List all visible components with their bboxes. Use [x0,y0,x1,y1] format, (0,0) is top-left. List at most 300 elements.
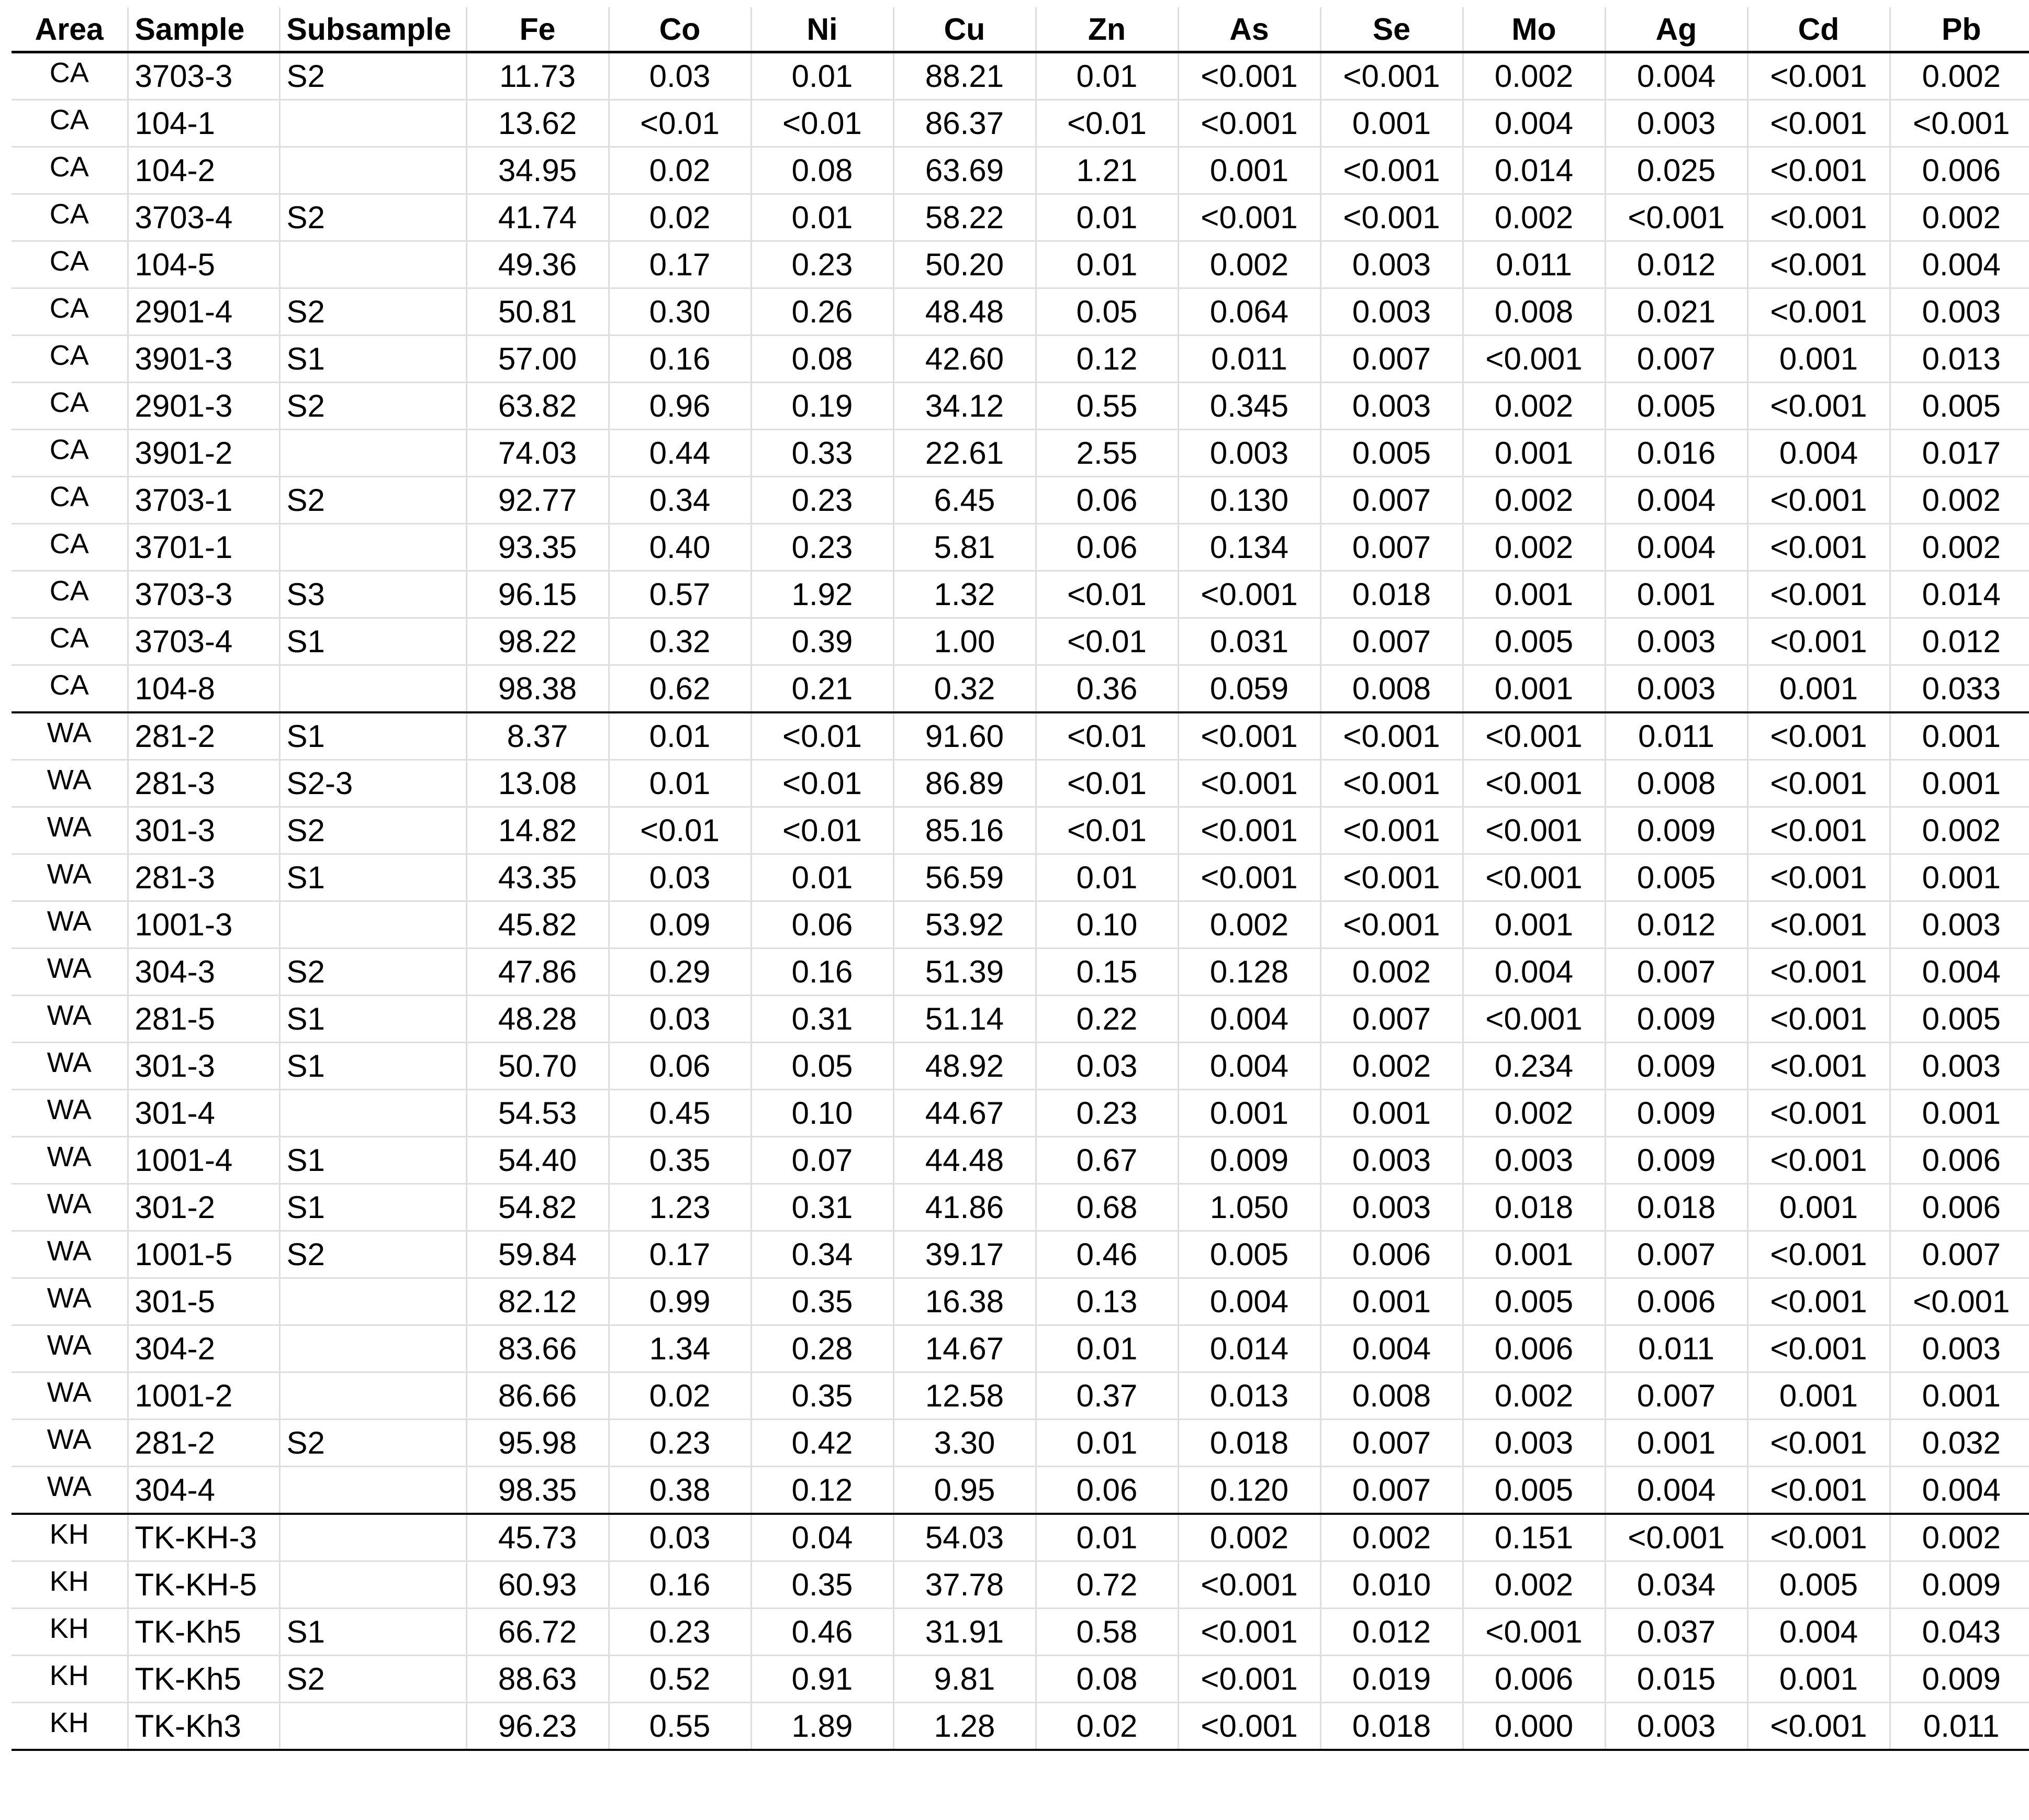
cell-fe: 54.82 [466,1184,609,1231]
cell-cd: <0.001 [1747,807,1890,854]
cell-pb: 0.002 [1890,1514,2029,1561]
table-row [12,1703,2029,1750]
cell-subsample [279,430,466,477]
cell-subsample [279,901,466,948]
cell-ag: 0.003 [1605,1703,1747,1750]
cell-sample: TK-KH-5 [128,1561,279,1609]
cell-se: 0.005 [1320,430,1463,477]
cell-fe: 66.72 [466,1609,609,1656]
cell-sample: 3703-1 [128,477,279,524]
table-row [12,1325,2029,1372]
cell-fe: 74.03 [466,430,609,477]
cell-mo: <0.001 [1463,712,1605,760]
cell-cd: <0.001 [1747,1514,1890,1561]
cell-as: 0.002 [1178,1514,1320,1561]
cell-cu: 14.67 [893,1325,1036,1372]
cell-ag: 0.003 [1605,618,1747,665]
cell-cu: 44.67 [893,1090,1036,1137]
cell-fe: 93.35 [466,524,609,571]
cell-as: <0.001 [1178,1609,1320,1656]
cell-area: WA [12,1467,128,1514]
column-header-co: Co [609,7,751,52]
cell-se: 0.008 [1320,665,1463,713]
cell-co: 0.17 [609,241,751,288]
cell-co: 0.16 [609,1561,751,1609]
cell-subsample: S1 [279,336,466,383]
cell-area: WA [12,1372,128,1420]
table-row [12,712,2029,760]
cell-area: CA [12,524,128,571]
cell-subsample: S2 [279,477,466,524]
table-row [12,1609,2029,1656]
cell-co: 0.02 [609,147,751,194]
cell-zn: <0.01 [1036,100,1178,147]
cell-ag: 0.007 [1605,1231,1747,1278]
cell-cu: 56.59 [893,854,1036,901]
cell-fe: 47.86 [466,948,609,996]
cell-sample: 304-4 [128,1467,279,1514]
cell-se: 0.010 [1320,1561,1463,1609]
cell-zn: 0.37 [1036,1372,1178,1420]
cell-ag: 0.009 [1605,1043,1747,1090]
cell-cu: 85.16 [893,807,1036,854]
cell-co: 1.34 [609,1325,751,1372]
table-row [12,1656,2029,1703]
table-row [12,430,2029,477]
cell-cu: 16.38 [893,1278,1036,1325]
column-header-cd: Cd [1747,7,1890,52]
cell-ag: 0.037 [1605,1609,1747,1656]
cell-fe: 98.35 [466,1467,609,1514]
cell-ni: 0.08 [751,147,893,194]
cell-cu: 37.78 [893,1561,1036,1609]
cell-co: 0.99 [609,1278,751,1325]
cell-se: 0.007 [1320,524,1463,571]
cell-zn: 0.01 [1036,1325,1178,1372]
cell-cu: 42.60 [893,336,1036,383]
cell-mo: 0.005 [1463,1278,1605,1325]
cell-co: 0.40 [609,524,751,571]
cell-se: 0.002 [1320,1514,1463,1561]
cell-cd: <0.001 [1747,996,1890,1043]
cell-subsample: S3 [279,571,466,618]
cell-co: 0.96 [609,383,751,430]
cell-zn: <0.01 [1036,807,1178,854]
cell-sample: 301-4 [128,1090,279,1137]
cell-as: <0.001 [1178,1703,1320,1750]
cell-as: 0.003 [1178,430,1320,477]
cell-cu: 9.81 [893,1656,1036,1703]
cell-zn: 0.46 [1036,1231,1178,1278]
cell-subsample [279,1514,466,1561]
cell-ni: <0.01 [751,100,893,147]
cell-pb: 0.001 [1890,854,2029,901]
cell-zn: <0.01 [1036,760,1178,807]
cell-ni: 0.06 [751,901,893,948]
cell-cd: <0.001 [1747,147,1890,194]
cell-pb: 0.003 [1890,901,2029,948]
cell-se: 0.003 [1320,1137,1463,1184]
cell-fe: 13.62 [466,100,609,147]
column-header-fe: Fe [466,7,609,52]
cell-se: 0.001 [1320,1090,1463,1137]
cell-se: 0.003 [1320,1184,1463,1231]
cell-pb: 0.002 [1890,524,2029,571]
cell-sample: 3703-4 [128,194,279,241]
cell-ag: 0.001 [1605,1420,1747,1467]
cell-as: 0.059 [1178,665,1320,713]
cell-subsample [279,1703,466,1750]
cell-mo: 0.001 [1463,1231,1605,1278]
cell-co: 0.35 [609,1137,751,1184]
cell-subsample: S1 [279,1043,466,1090]
cell-as: 0.018 [1178,1420,1320,1467]
cell-mo: 0.002 [1463,1561,1605,1609]
cell-se: 0.007 [1320,477,1463,524]
cell-fe: 82.12 [466,1278,609,1325]
cell-sample: 3703-4 [128,618,279,665]
table-row [12,147,2029,194]
table-row [12,996,2029,1043]
cell-zn: 0.10 [1036,901,1178,948]
table-row [12,477,2029,524]
cell-as: <0.001 [1178,854,1320,901]
cell-cu: 31.91 [893,1609,1036,1656]
cell-subsample [279,1372,466,1420]
cell-sample: 301-3 [128,1043,279,1090]
cell-fe: 98.22 [466,618,609,665]
cell-subsample: S1 [279,996,466,1043]
cell-ni: 0.16 [751,948,893,996]
cell-mo: <0.001 [1463,336,1605,383]
cell-as: 0.014 [1178,1325,1320,1372]
column-header-sample: Sample [128,7,279,52]
cell-cd: <0.001 [1747,194,1890,241]
cell-ni: 0.21 [751,665,893,713]
cell-co: 0.17 [609,1231,751,1278]
cell-ni: 0.31 [751,996,893,1043]
cell-cd: <0.001 [1747,383,1890,430]
cell-cd: <0.001 [1747,1703,1890,1750]
cell-mo: 0.002 [1463,383,1605,430]
cell-mo: 0.002 [1463,1372,1605,1420]
cell-zn: 0.55 [1036,383,1178,430]
cell-cu: 34.12 [893,383,1036,430]
cell-fe: 88.63 [466,1656,609,1703]
cell-mo: 0.002 [1463,52,1605,100]
cell-area: KH [12,1514,128,1561]
cell-ag: 0.016 [1605,430,1747,477]
cell-sample: 2901-4 [128,288,279,336]
cell-area: WA [12,712,128,760]
cell-subsample: S1 [279,1609,466,1656]
cell-ni: 0.05 [751,1043,893,1090]
cell-fe: 96.23 [466,1703,609,1750]
cell-ni: 0.23 [751,241,893,288]
cell-ag: 0.007 [1605,1372,1747,1420]
cell-pb: 0.002 [1890,807,2029,854]
cell-as: 0.004 [1178,1043,1320,1090]
cell-pb: 0.001 [1890,1090,2029,1137]
cell-cd: <0.001 [1747,1325,1890,1372]
cell-pb: 0.001 [1890,760,2029,807]
cell-cd: <0.001 [1747,571,1890,618]
cell-sample: 3703-3 [128,52,279,100]
cell-ni: 0.08 [751,336,893,383]
table-row [12,1514,2029,1561]
cell-sample: TK-Kh3 [128,1703,279,1750]
cell-zn: <0.01 [1036,712,1178,760]
cell-cd: <0.001 [1747,241,1890,288]
cell-cd: <0.001 [1747,1090,1890,1137]
cell-se: 0.003 [1320,241,1463,288]
cell-ni: 0.39 [751,618,893,665]
cell-co: 0.23 [609,1420,751,1467]
cell-co: 0.09 [609,901,751,948]
cell-sample: 104-8 [128,665,279,713]
cell-subsample: S1 [279,1184,466,1231]
cell-fe: 86.66 [466,1372,609,1420]
cell-se: 0.004 [1320,1325,1463,1372]
cell-mo: 0.005 [1463,1467,1605,1514]
cell-subsample [279,1325,466,1372]
cell-co: 0.38 [609,1467,751,1514]
cell-sample: 304-2 [128,1325,279,1372]
cell-mo: 0.004 [1463,948,1605,996]
cell-as: 0.004 [1178,996,1320,1043]
cell-as: <0.001 [1178,571,1320,618]
cell-sample: TK-Kh5 [128,1656,279,1703]
cell-pb: 0.009 [1890,1656,2029,1703]
cell-mo: <0.001 [1463,1609,1605,1656]
cell-sample: 281-2 [128,1420,279,1467]
cell-zn: 0.72 [1036,1561,1178,1609]
cell-ag: 0.003 [1605,665,1747,713]
cell-cd: <0.001 [1747,618,1890,665]
cell-as: 0.128 [1178,948,1320,996]
cell-sample: 1001-3 [128,901,279,948]
cell-sample: 281-5 [128,996,279,1043]
cell-sample: 104-2 [128,147,279,194]
cell-zn: 0.23 [1036,1090,1178,1137]
cell-area: WA [12,1420,128,1467]
cell-ag: <0.001 [1605,1514,1747,1561]
cell-fe: 34.95 [466,147,609,194]
cell-area: CA [12,571,128,618]
cell-mo: 0.002 [1463,1090,1605,1137]
cell-ni: 0.01 [751,52,893,100]
cell-ni: <0.01 [751,760,893,807]
cell-pb: 0.001 [1890,1372,2029,1420]
table-body [12,52,2029,1750]
cell-subsample [279,1561,466,1609]
cell-ag: 0.018 [1605,1184,1747,1231]
cell-subsample [279,1467,466,1514]
cell-ni: 0.01 [751,854,893,901]
cell-sample: 301-5 [128,1278,279,1325]
cell-area: KH [12,1703,128,1750]
cell-area: WA [12,854,128,901]
cell-zn: 0.68 [1036,1184,1178,1231]
cell-as: <0.001 [1178,100,1320,147]
cell-sample: 301-2 [128,1184,279,1231]
cell-as: 0.031 [1178,618,1320,665]
cell-cd: <0.001 [1747,760,1890,807]
cell-ag: 0.012 [1605,901,1747,948]
cell-cd: <0.001 [1747,712,1890,760]
table-row [12,194,2029,241]
cell-mo: 0.002 [1463,524,1605,571]
table-row [12,383,2029,430]
cell-ni: 0.04 [751,1514,893,1561]
cell-pb: 0.002 [1890,477,2029,524]
cell-area: CA [12,241,128,288]
cell-se: <0.001 [1320,194,1463,241]
column-header-as: As [1178,7,1320,52]
cell-fe: 98.38 [466,665,609,713]
table-row [12,901,2029,948]
column-header-area: Area [12,7,128,52]
cell-as: 0.130 [1178,477,1320,524]
cell-fe: 92.77 [466,477,609,524]
cell-cd: 0.001 [1747,336,1890,383]
cell-cu: 1.32 [893,571,1036,618]
cell-se: 0.001 [1320,1278,1463,1325]
cell-pb: 0.003 [1890,288,2029,336]
composition-table [12,7,2029,1751]
cell-mo: 0.000 [1463,1703,1605,1750]
cell-area: CA [12,147,128,194]
cell-sample: 104-5 [128,241,279,288]
cell-ni: 0.26 [751,288,893,336]
cell-zn: 0.12 [1036,336,1178,383]
cell-fe: 50.70 [466,1043,609,1090]
cell-pb: 0.014 [1890,571,2029,618]
table-row [12,1090,2029,1137]
cell-cu: 86.89 [893,760,1036,807]
cell-pb: 0.002 [1890,194,2029,241]
table-row [12,336,2029,383]
cell-mo: 0.011 [1463,241,1605,288]
cell-ag: 0.004 [1605,52,1747,100]
cell-cd: <0.001 [1747,1420,1890,1467]
cell-sample: 3901-3 [128,336,279,383]
cell-se: <0.001 [1320,147,1463,194]
cell-ag: 0.021 [1605,288,1747,336]
cell-cu: 58.22 [893,194,1036,241]
cell-ag: 0.009 [1605,807,1747,854]
cell-area: CA [12,665,128,713]
cell-co: 0.45 [609,1090,751,1137]
cell-ag: 0.004 [1605,477,1747,524]
cell-subsample: S2-3 [279,760,466,807]
cell-ni: 0.12 [751,1467,893,1514]
cell-cd: <0.001 [1747,854,1890,901]
cell-subsample: S2 [279,383,466,430]
cell-area: WA [12,760,128,807]
cell-co: 0.23 [609,1609,751,1656]
cell-se: <0.001 [1320,807,1463,854]
cell-ni: 0.35 [751,1372,893,1420]
cell-mo: 0.002 [1463,194,1605,241]
cell-co: 0.01 [609,760,751,807]
cell-area: WA [12,901,128,948]
cell-ni: 0.23 [751,477,893,524]
cell-ni: 0.10 [751,1090,893,1137]
cell-cd: <0.001 [1747,1043,1890,1090]
cell-cu: 3.30 [893,1420,1036,1467]
cell-pb: 0.012 [1890,618,2029,665]
cell-cd: <0.001 [1747,901,1890,948]
cell-ag: 0.006 [1605,1278,1747,1325]
cell-subsample: S2 [279,194,466,241]
cell-cu: 41.86 [893,1184,1036,1231]
cell-pb: <0.001 [1890,1278,2029,1325]
cell-pb: 0.003 [1890,1043,2029,1090]
cell-mo: 0.005 [1463,618,1605,665]
cell-mo: 0.151 [1463,1514,1605,1561]
cell-se: <0.001 [1320,712,1463,760]
column-header-cu: Cu [893,7,1036,52]
cell-mo: 0.001 [1463,430,1605,477]
cell-co: 0.30 [609,288,751,336]
cell-cu: 51.39 [893,948,1036,996]
cell-area: WA [12,1325,128,1372]
cell-se: 0.007 [1320,1467,1463,1514]
cell-cu: 48.48 [893,288,1036,336]
cell-cu: 1.28 [893,1703,1036,1750]
cell-ag: 0.004 [1605,1467,1747,1514]
cell-fe: 11.73 [466,52,609,100]
cell-cd: 0.005 [1747,1561,1890,1609]
cell-fe: 60.93 [466,1561,609,1609]
cell-mo: 0.006 [1463,1325,1605,1372]
cell-co: 0.32 [609,618,751,665]
column-header-mo: Mo [1463,7,1605,52]
cell-subsample: S2 [279,948,466,996]
cell-sample: 3703-3 [128,571,279,618]
cell-area: WA [12,1231,128,1278]
cell-area: CA [12,477,128,524]
cell-sample: 281-2 [128,712,279,760]
table-row [12,1467,2029,1514]
cell-ag: 0.011 [1605,1325,1747,1372]
table-row [12,1137,2029,1184]
cell-mo: 0.234 [1463,1043,1605,1090]
cell-mo: 0.006 [1463,1656,1605,1703]
cell-cu: 54.03 [893,1514,1036,1561]
cell-as: 0.001 [1178,147,1320,194]
cell-as: 0.009 [1178,1137,1320,1184]
cell-as: 0.134 [1178,524,1320,571]
cell-pb: 0.009 [1890,1561,2029,1609]
cell-zn: 0.01 [1036,52,1178,100]
cell-cu: 88.21 [893,52,1036,100]
cell-se: 0.002 [1320,948,1463,996]
cell-cd: 0.004 [1747,1609,1890,1656]
cell-cu: 1.00 [893,618,1036,665]
cell-sample: 304-3 [128,948,279,996]
cell-area: KH [12,1609,128,1656]
table-row [12,665,2029,713]
cell-cu: 0.32 [893,665,1036,713]
cell-ag: 0.034 [1605,1561,1747,1609]
table-row [12,807,2029,854]
cell-pb: 0.017 [1890,430,2029,477]
cell-ni: 0.46 [751,1609,893,1656]
table-row [12,1278,2029,1325]
cell-as: 0.120 [1178,1467,1320,1514]
